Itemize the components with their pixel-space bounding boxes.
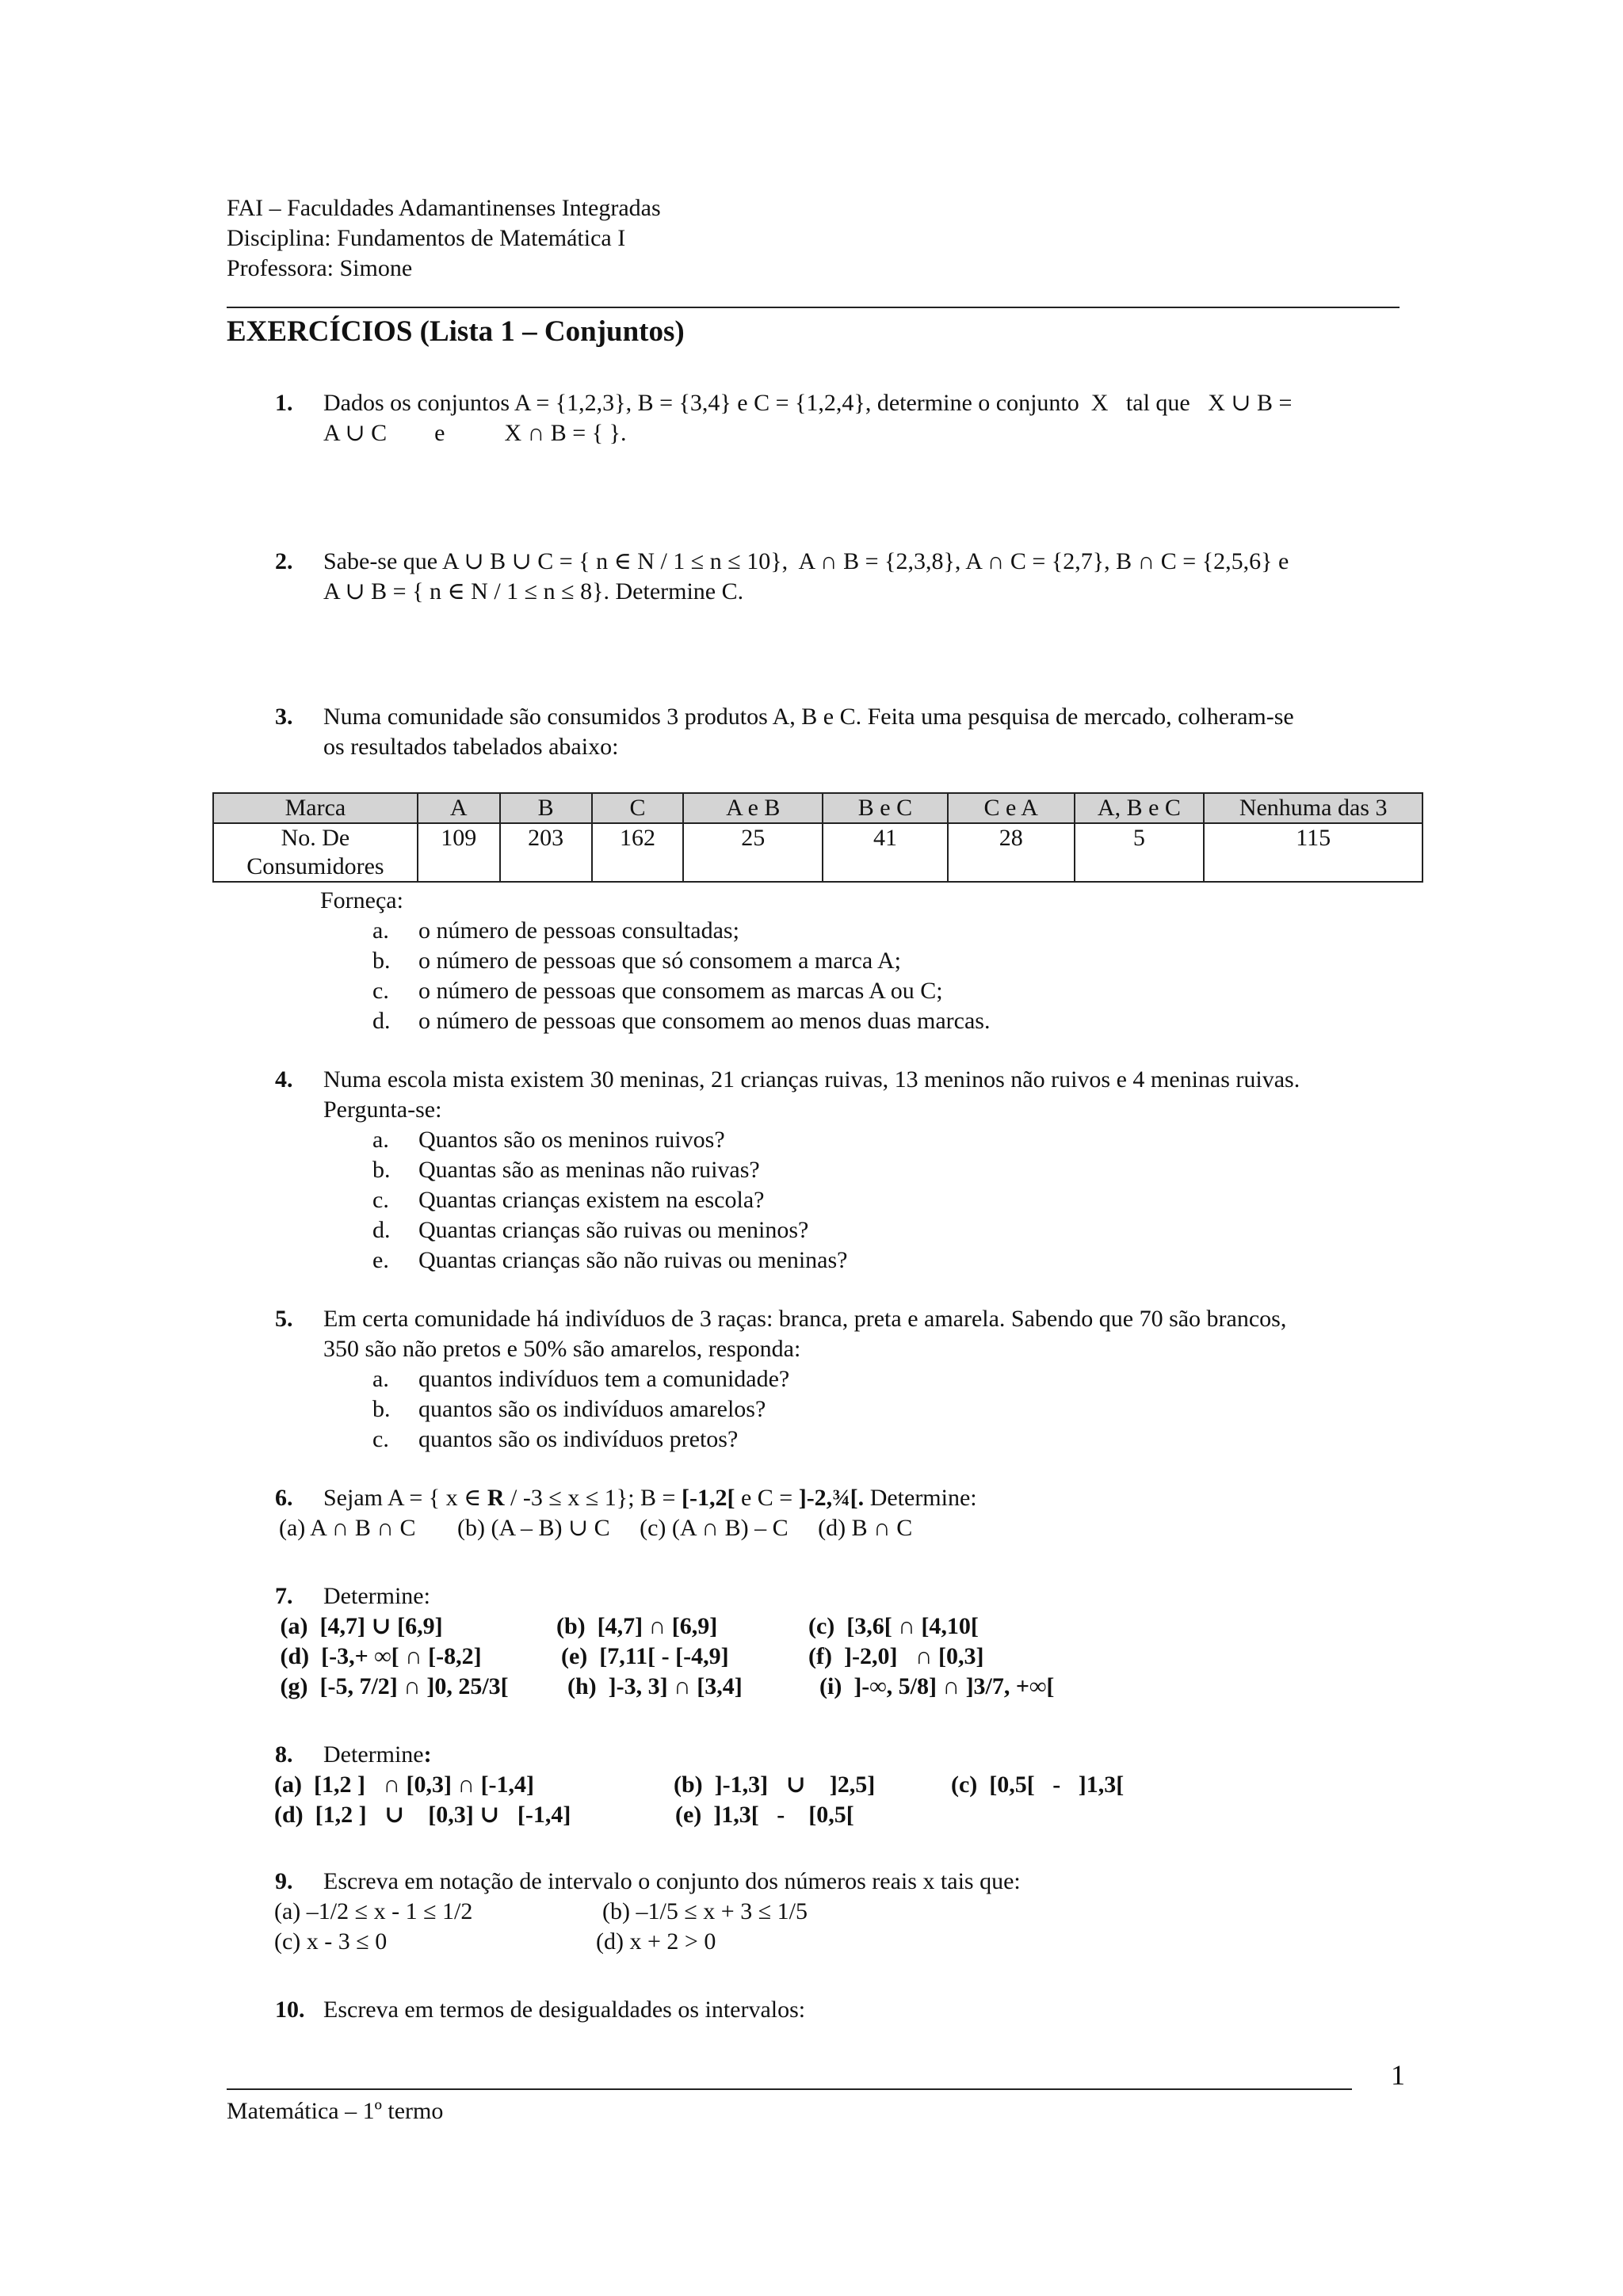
table-header-cell: Marca: [213, 793, 418, 823]
text-run: Determine:: [864, 1485, 977, 1511]
list-item: quantos são os indivíduos amarelos?: [418, 1396, 766, 1422]
list-item-letter: d.: [372, 1217, 391, 1243]
question-parts: (a) A ∩ B ∩ C (b) (A – B) ∪ C (c) (A ∩ B) – C (d) B ∩ C: [279, 1515, 913, 1541]
list-item: Quantos são os meninos ruivos?: [418, 1127, 725, 1153]
question-text-line: Numa comunidade são consumidos 3 produtos A, B e C. Feita uma pesquisa de mercado, colheram-se: [323, 704, 1294, 730]
text-run: Determine: [323, 1741, 424, 1768]
footer-rule: [227, 2088, 1352, 2090]
list-item-letter: a.: [372, 1366, 389, 1392]
exercise-item: (b) –1/5 ≤ x + 3 ≤ 1/5: [602, 1898, 808, 1924]
question-number: 8.: [275, 1741, 293, 1768]
exercise-item: (d) x + 2 > 0: [596, 1928, 716, 1955]
question-number: 10.: [275, 1997, 305, 2023]
exercise-item: (b) [4,7] ∩ [6,9]: [556, 1613, 718, 1639]
footer-course: Matemática – 1º termo: [227, 2098, 444, 2124]
table-header-cell: B e C: [823, 793, 948, 823]
exercise-item: (a) [4,7] ∪ [6,9]: [274, 1613, 443, 1639]
table-cell: 109: [418, 823, 500, 882]
list-item-letter: c.: [372, 1187, 389, 1213]
list-item: o número de pessoas que consomem as marcas A ou C;: [418, 978, 943, 1004]
question-text-line: os resultados tabelados abaixo:: [323, 734, 619, 760]
institution-line: FAI – Faculdades Adamantinenses Integradas: [227, 195, 661, 221]
table-row: [213, 823, 1423, 882]
question-number: 1.: [275, 390, 293, 416]
text-run: :: [423, 1741, 432, 1768]
text-run: R: [487, 1485, 505, 1511]
list-item: o número de pessoas que só consomem a marca A;: [418, 948, 902, 974]
list-item-letter: c.: [372, 1426, 389, 1452]
question-number: 7.: [275, 1583, 293, 1609]
professor-line: Professora: Simone: [227, 255, 413, 281]
list-item: quantos indivíduos tem a comunidade?: [418, 1366, 790, 1392]
exercise-item: (c) [0,5[ - ]1,3[: [951, 1772, 1125, 1798]
table-cell: 41: [823, 823, 948, 882]
exercise-item: (g) [-5, 7/2] ∩ ]0, 25/3[: [274, 1673, 509, 1699]
table-header-cell: C: [592, 793, 684, 823]
text-run: e C =: [735, 1485, 799, 1511]
list-item: o número de pessoas que consomem ao menos duas marcas.: [418, 1008, 991, 1034]
text-run: / -3 ≤ x ≤ 1}; B =: [504, 1485, 682, 1511]
question-text-line: Sabe-se que A ∪ B ∪ C = { n ∈ N / 1 ≤ n ≤ 10}, A ∩ B = {2,3,8}, A ∩ C = {2,7}, B ∩ C = {2,5,6} e: [323, 548, 1289, 574]
question-text-line: Forneça:: [320, 887, 403, 913]
survey-table: [212, 792, 1423, 883]
list-item-letter: d.: [372, 1008, 391, 1034]
exercise-item: (e) [7,11[ - [-4,9]: [561, 1643, 729, 1669]
table-header-cell: B: [500, 793, 592, 823]
question-text-line: Determine:: [323, 1583, 430, 1609]
row-label-cell: [213, 823, 418, 882]
table-cell: 5: [1075, 823, 1205, 882]
list-item-letter: a.: [372, 1127, 389, 1153]
question-text-line: A ∪ B = { n ∈ N / 1 ≤ n ≤ 8}. Determine C.: [323, 578, 744, 605]
question-number: 4.: [275, 1066, 293, 1093]
question-text-line: Pergunta-se:: [323, 1097, 442, 1123]
document-header: [227, 193, 1400, 284]
list-item-letter: b.: [372, 1396, 391, 1422]
header-rule: [227, 307, 1400, 308]
exercise-item: (f) ]-2,0] ∩ [0,3]: [808, 1643, 984, 1669]
list-item-letter: a.: [372, 917, 389, 944]
table-cell: 115: [1204, 823, 1423, 882]
question-number: 5.: [275, 1306, 293, 1332]
question-text-line: Escreva em notação de intervalo o conjunto dos números reais x tais que:: [323, 1868, 1021, 1894]
list-item: o número de pessoas consultadas;: [418, 917, 739, 944]
exercise-item: (h) ]-3, 3] ∩ [3,4]: [567, 1673, 743, 1699]
table-header-row: [213, 793, 1423, 823]
exercise-item: (i) ]-∞, 5/8] ∩ ]3/7, +∞[: [819, 1673, 1055, 1699]
discipline-line: Disciplina: Fundamentos de Matemática I: [227, 225, 626, 251]
question-number: 2.: [275, 548, 293, 574]
list-item: Quantas crianças são não ruivas ou meninas?: [418, 1247, 848, 1273]
table-header-cell: A: [418, 793, 500, 823]
exercise-item: (a) –1/2 ≤ x - 1 ≤ 1/2: [274, 1898, 473, 1924]
page-title: EXERCÍCIOS (Lista 1 – Conjuntos): [227, 315, 685, 348]
question-number: 6.: [275, 1485, 293, 1511]
row-label-line: No. De: [281, 825, 350, 851]
list-item-letter: b.: [372, 948, 391, 974]
list-item: quantos são os indivíduos pretos?: [418, 1426, 739, 1452]
table-cell: 28: [948, 823, 1075, 882]
page-number: 1: [1391, 2059, 1405, 2091]
list-item: Quantas são as meninas não ruivas?: [418, 1157, 760, 1183]
text-run: ]-2,¾[.: [798, 1485, 865, 1511]
list-item: Quantas crianças existem na escola?: [418, 1187, 765, 1213]
exercise-item: (b) ]-1,3] ∪ ]2,5]: [674, 1772, 876, 1798]
table-header-cell: C e A: [948, 793, 1075, 823]
exercise-item: (e) ]1,3[ - [0,5[: [675, 1802, 854, 1828]
question-text-line: Dados os conjuntos A = {1,2,3}, B = {3,4} e C = {1,2,4}, determine o conjunto X tal que X ∪ B =: [323, 390, 1293, 416]
exercise-item: (d) [1,2 ] ∪ [0,3] ∪ [-1,4]: [274, 1802, 571, 1828]
table-cell: 162: [592, 823, 684, 882]
exercise-item: (c) x - 3 ≤ 0: [274, 1928, 388, 1955]
table-header-cell: A e B: [683, 793, 823, 823]
question-text-line: 350 são não pretos e 50% são amarelos, responda:: [323, 1336, 801, 1362]
question-text-line: [323, 1483, 977, 1513]
exercise-item: (d) [-3,+ ∞[ ∩ [-8,2]: [274, 1643, 482, 1669]
question-text-line: Escreva em termos de desigualdades os intervalos:: [323, 1997, 806, 2023]
table-cell: 25: [683, 823, 823, 882]
exercise-item: (a) [1,2 ] ∩ [0,3] ∩ [-1,4]: [274, 1772, 535, 1798]
list-item: Quantas crianças são ruivas ou meninos?: [418, 1217, 809, 1243]
list-item-letter: e.: [372, 1247, 389, 1273]
table-header-cell: A, B e C: [1075, 793, 1205, 823]
question-text-line: A ∪ C e X ∩ B = { }.: [323, 420, 627, 446]
table-cell: 203: [500, 823, 592, 882]
text-run: [-1,2[: [681, 1485, 735, 1511]
question-number: 9.: [275, 1868, 293, 1894]
list-item-letter: b.: [372, 1157, 391, 1183]
question-text-line: [323, 1740, 432, 1770]
table-header-cell: Nenhuma das 3: [1204, 793, 1423, 823]
question-text-line: Em certa comunidade há indivíduos de 3 raças: branca, preta e amarela. Sabendo que 70 são brancos,: [323, 1306, 1287, 1332]
question-number: 3.: [275, 704, 293, 730]
list-item-letter: c.: [372, 978, 389, 1004]
exercise-item: (c) [3,6[ ∩ [4,10[: [808, 1613, 979, 1639]
text-run: Sejam A = { x ∈: [323, 1485, 487, 1511]
row-label-line: Consumidores: [246, 853, 384, 879]
question-text-line: Numa escola mista existem 30 meninas, 21 crianças ruivas, 13 meninos não ruivos e 4 meninas ruivas.: [323, 1066, 1300, 1093]
